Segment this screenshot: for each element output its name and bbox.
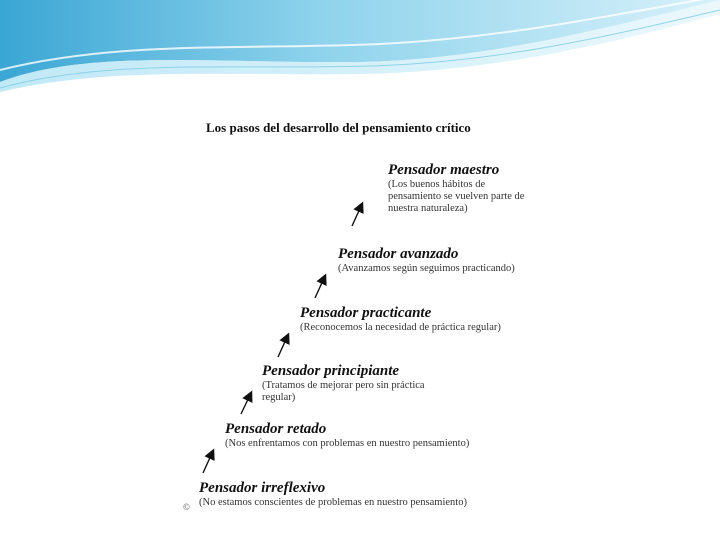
copyright-mark: © xyxy=(183,502,190,512)
arrow-to-advanced xyxy=(315,276,325,298)
arrow-to-beginning xyxy=(241,393,251,414)
step-description: (No estamos conscientes de problemas en nuestro pensamiento) xyxy=(199,497,467,508)
arrow-to-master xyxy=(352,204,362,226)
step-name: Pensador maestro xyxy=(388,162,500,178)
critical-thinking-stages-diagram xyxy=(172,116,540,514)
arrow-to-practicing xyxy=(278,335,288,357)
progression-arrows xyxy=(172,116,540,514)
step-description: (Avanzamos según seguimos practicando) xyxy=(338,263,515,274)
step-name: Pensador principiante xyxy=(262,363,400,379)
step-name: Pensador retado xyxy=(225,421,327,437)
diagram-title: Los pasos del desarrollo del pensamiento crítico xyxy=(206,120,471,135)
step-description: (Nos enfrentamos con problemas en nuestro pensamiento) xyxy=(225,438,470,449)
step-name: Pensador avanzado xyxy=(338,246,459,262)
arrow-to-challenged xyxy=(203,451,213,473)
step-name: Pensador practicante xyxy=(300,305,432,321)
step-description: (Reconocemos la necesidad de práctica regular) xyxy=(300,322,501,333)
step-description: (Los buenos hábitos de pensamiento se vuelven parte de nuestra naturaleza) xyxy=(388,179,525,214)
decorative-wave-banner xyxy=(0,0,720,110)
step-name: Pensador irreflexivo xyxy=(199,480,326,496)
step-description: (Tratamos de mejorar pero sin práctica regular) xyxy=(262,380,425,403)
